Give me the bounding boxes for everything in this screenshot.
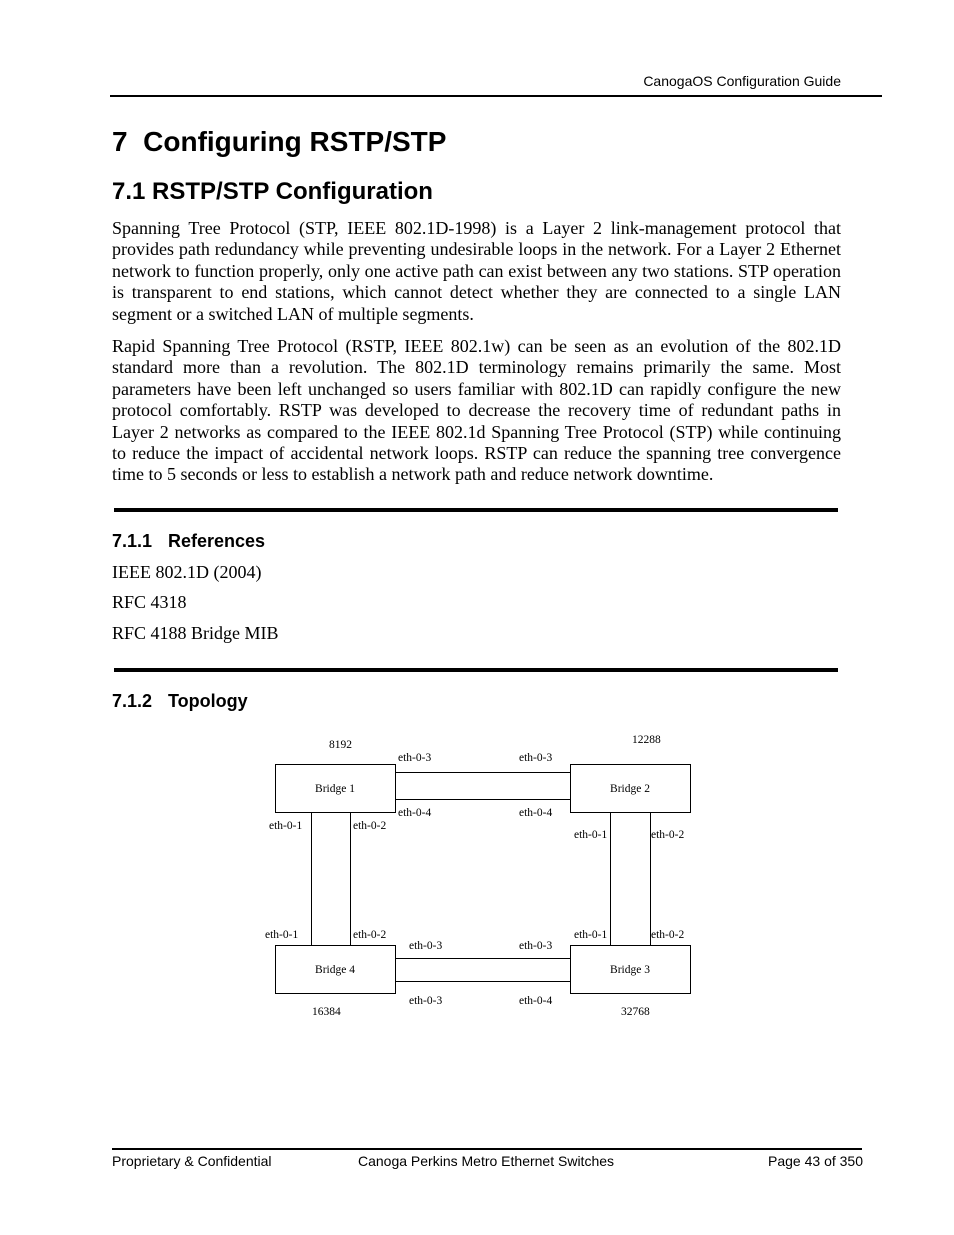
bridge-1-priority: 8192 (329, 739, 352, 751)
running-header: CanogaOS Configuration Guide (643, 73, 841, 89)
port-label: eth-0-3 (519, 752, 553, 764)
port-label: eth-0-3 (409, 940, 443, 952)
footer-product: Canoga Perkins Metro Ethernet Switches (358, 1153, 615, 1169)
bridge-2-priority: 12288 (632, 734, 661, 746)
stp-paragraph: Spanning Tree Protocol (STP, IEEE 802.1D-1998) is a Layer 2 link-management protocol that provides path redundancy while preventing undesirable loops in the network. For a Layer 2 Ethernet network to function properly, only one active path can exist between any two stations. STP operation is transparent to end stations, which cannot detect whether they are connected to a single LAN segment or a switched LAN of multiple segments. (112, 218, 841, 324)
topology-heading (112, 691, 248, 712)
references-number: 7.1.1 (112, 531, 153, 551)
bridge-4-label: Bridge 4 (315, 964, 355, 976)
topology-title: Topology (168, 691, 248, 711)
port-label: eth-0-3 (519, 940, 553, 952)
port-label: eth-0-1 (265, 929, 299, 941)
bridge-2-box (571, 765, 691, 813)
port-label: eth-0-4 (398, 807, 432, 819)
references-title: References (168, 531, 266, 551)
port-label: eth-0-1 (574, 829, 608, 841)
bridge-1-label: Bridge 1 (315, 783, 355, 795)
topology-number: 7.1.2 (112, 691, 153, 711)
port-label: eth-0-1 (574, 929, 608, 941)
port-label: eth-0-4 (519, 807, 553, 819)
bridge-4-box (276, 946, 396, 994)
bridge-3-label: Bridge 3 (610, 964, 650, 976)
reference-item: IEEE 802.1D (2004) (112, 562, 262, 582)
section-divider (114, 508, 838, 512)
port-label: eth-0-1 (269, 820, 303, 832)
reference-item: RFC 4318 (112, 592, 187, 612)
port-label: eth-0-3 (398, 752, 432, 764)
reference-item: RFC 4188 Bridge MIB (112, 623, 279, 643)
port-label: eth-0-2 (651, 829, 685, 841)
section-divider (114, 668, 838, 672)
footer-rule (112, 1148, 862, 1150)
bridge-3-priority: 32768 (621, 1006, 650, 1018)
section-title-text: RSTP/STP Configuration (152, 178, 433, 205)
bridge-2-label: Bridge 2 (610, 783, 650, 795)
chapter-title-text: Configuring RSTP/STP (143, 126, 447, 157)
port-label: eth-0-2 (353, 929, 387, 941)
bridge-4-priority: 16384 (312, 1006, 341, 1018)
footer-confidential: Proprietary & Confidential (112, 1153, 272, 1169)
section-number: 7.1 (112, 178, 146, 205)
port-label: eth-0-2 (651, 929, 685, 941)
port-label: eth-0-2 (353, 820, 387, 832)
footer-page-number: Page 43 of 350 (768, 1153, 863, 1169)
chapter-title (112, 126, 446, 158)
header-rule (110, 95, 882, 97)
references-heading (112, 531, 265, 552)
section-title (112, 178, 433, 206)
bridge-1-box (276, 765, 396, 813)
rstp-paragraph: Rapid Spanning Tree Protocol (RSTP, IEEE 802.1w) can be seen as an evolution of the 802.1D standard more than a revolution. The 802.1D terminology remains primarily the same. Most parameters have been left unchanged so users familiar with 802.1D can rapidly configure the new protocol comfortably. RSTP was developed to decrease the recovery time of redundant paths in Layer 2 networks as compared to the IEEE 802.1d Spanning Tree Protocol (STP) while continuing to reduce the impact of accidental network loops. RSTP can reduce the spanning tree convergence time to 5 seconds or less to establish a network path and reduce network downtime. (112, 336, 841, 485)
bridge-3-box (571, 946, 691, 994)
port-label: eth-0-4 (519, 995, 553, 1007)
chapter-number: 7 (112, 126, 128, 157)
port-label: eth-0-3 (409, 995, 443, 1007)
